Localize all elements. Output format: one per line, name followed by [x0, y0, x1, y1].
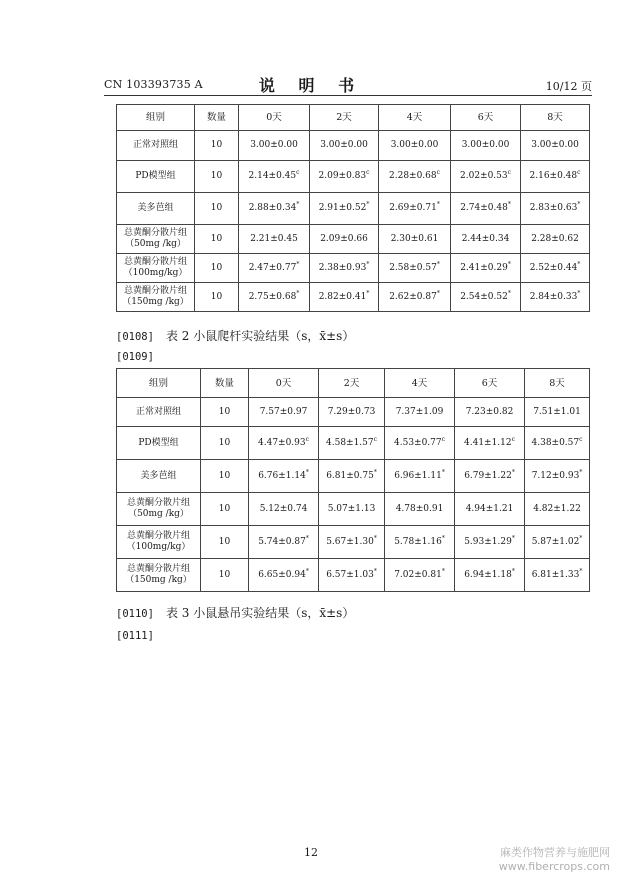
table-row — [117, 526, 590, 559]
col-header: 2天 — [310, 105, 379, 131]
group-cell: 总黄酮分散片组（100mg/kg） — [117, 254, 195, 283]
site-watermark — [499, 846, 610, 874]
value-cell: 3.00±0.00 — [310, 131, 379, 161]
value-cell: 5.67±1.30* — [319, 526, 385, 559]
col-header: 2天 — [319, 369, 385, 398]
paragraph-tag: [0110] — [116, 608, 154, 620]
group-cell: PD模型组 — [117, 427, 201, 460]
table-row — [117, 460, 590, 493]
value-cell: 2.21±0.45 — [239, 225, 310, 254]
table-row — [117, 193, 590, 225]
table-header-row — [117, 369, 590, 398]
table-header-row — [117, 105, 590, 131]
value-cell: 2.91±0.52* — [310, 193, 379, 225]
value-cell: 2.38±0.93* — [310, 254, 379, 283]
count-cell: 10 — [195, 131, 239, 161]
paragraph-tag: [0108] — [116, 331, 154, 343]
count-cell: 10 — [201, 398, 249, 427]
value-cell: 6.81±1.33* — [525, 559, 590, 592]
col-header: 6天 — [451, 105, 521, 131]
value-cell: 2.41±0.29* — [451, 254, 521, 283]
group-cell: PD模型组 — [117, 161, 195, 193]
value-cell: 5.07±1.13 — [319, 493, 385, 526]
count-cell: 10 — [195, 225, 239, 254]
value-cell: 2.52±0.44* — [521, 254, 590, 283]
value-cell: 2.75±0.68* — [239, 283, 310, 312]
count-cell: 10 — [195, 193, 239, 225]
watermark-url: www.fibercrops.com — [498, 860, 610, 873]
col-header: 0天 — [239, 105, 310, 131]
value-cell: 4.53±0.77$^c$ — [385, 427, 455, 460]
col-header: 4天 — [385, 369, 455, 398]
group-cell: 总黄酮分散片组（50mg /kg） — [117, 493, 201, 526]
count-cell: 10 — [195, 283, 239, 312]
paragraph-tag: [0111] — [116, 630, 154, 642]
value-cell: 2.69±0.71* — [379, 193, 451, 225]
value-cell: 2.88±0.34* — [239, 193, 310, 225]
group-cell: 总黄酮分散片组（50mg /kg） — [117, 225, 195, 254]
value-cell: 6.96±1.11* — [385, 460, 455, 493]
col-header: 0天 — [249, 369, 319, 398]
value-cell: 4.47±0.93$^c$ — [249, 427, 319, 460]
table-row — [117, 254, 590, 283]
value-cell: 4.58±1.57$^c$ — [319, 427, 385, 460]
value-cell: 7.12±0.93* — [525, 460, 590, 493]
value-cell: 4.82±1.22 — [525, 493, 590, 526]
table-caption: 表 2 小鼠爬杆实验结果（s，x̄±s） — [165, 329, 355, 343]
value-cell: 5.78±1.16* — [385, 526, 455, 559]
group-cell: 正常对照组 — [117, 131, 195, 161]
value-cell: 2.47±0.77* — [239, 254, 310, 283]
value-cell: 6.94±1.18* — [455, 559, 525, 592]
watermark-text: 麻类作物营养与施肥网 — [500, 846, 610, 859]
col-header: 8天 — [521, 105, 590, 131]
col-header: 数量 — [201, 369, 249, 398]
paragraph-0108 — [116, 327, 354, 344]
group-cell: 正常对照组 — [117, 398, 201, 427]
table-caption: 表 3 小鼠悬吊实验结果（s，x̄±s） — [165, 606, 355, 620]
table-row — [117, 283, 590, 312]
document-title: 说 明 书 — [258, 76, 364, 95]
group-cell: 总黄酮分散片组（100mg/kg） — [117, 526, 201, 559]
count-cell: 10 — [201, 427, 249, 460]
value-cell: 2.44±0.34 — [451, 225, 521, 254]
value-cell: 7.57±0.97 — [249, 398, 319, 427]
value-cell: 4.94±1.21 — [455, 493, 525, 526]
col-header: 数量 — [195, 105, 239, 131]
value-cell: 7.23±0.82 — [455, 398, 525, 427]
value-cell: 6.65±0.94* — [249, 559, 319, 592]
col-header: 组别 — [117, 369, 201, 398]
count-cell: 10 — [195, 254, 239, 283]
paragraph-0110 — [116, 604, 354, 621]
count-cell: 10 — [201, 493, 249, 526]
value-cell: 6.57±1.03* — [319, 559, 385, 592]
value-cell: 2.62±0.87* — [379, 283, 451, 312]
count-cell: 10 — [195, 161, 239, 193]
group-cell: 美多芭组 — [117, 460, 201, 493]
value-cell: 5.87±1.02* — [525, 526, 590, 559]
col-header: 组别 — [117, 105, 195, 131]
group-cell: 总黄酮分散片组（150mg /kg） — [117, 283, 195, 312]
value-cell: 2.28±0.68$^c$ — [379, 161, 451, 193]
count-cell: 10 — [201, 460, 249, 493]
value-cell: 2.54±0.52* — [451, 283, 521, 312]
patent-number: CN 103393735 A — [104, 78, 203, 91]
value-cell: 2.30±0.61 — [379, 225, 451, 254]
col-header: 4天 — [379, 105, 451, 131]
paragraph-tag: [0109] — [116, 351, 154, 363]
col-header: 6天 — [455, 369, 525, 398]
value-cell: 2.09±0.83$^c$ — [310, 161, 379, 193]
page-number: 12 — [304, 846, 318, 859]
value-cell: 3.00±0.00 — [379, 131, 451, 161]
table-row — [117, 398, 590, 427]
col-header: 8天 — [525, 369, 590, 398]
value-cell: 3.00±0.00 — [451, 131, 521, 161]
table-row — [117, 131, 590, 161]
value-cell: 2.82±0.41* — [310, 283, 379, 312]
paragraph-0111 — [116, 628, 166, 642]
table-row — [117, 493, 590, 526]
value-cell: 2.83±0.63* — [521, 193, 590, 225]
value-cell: 2.28±0.62 — [521, 225, 590, 254]
value-cell: 6.79±1.22* — [455, 460, 525, 493]
value-cell: 2.14±0.45$^c$ — [239, 161, 310, 193]
table-row — [117, 559, 590, 592]
count-cell: 10 — [201, 559, 249, 592]
paragraph-0109 — [116, 349, 166, 363]
header-rule — [104, 95, 592, 96]
table-row — [117, 161, 590, 193]
value-cell: 2.02±0.53$^c$ — [451, 161, 521, 193]
rod-climb-table — [116, 104, 590, 312]
value-cell: 3.00±0.00 — [521, 131, 590, 161]
hang-test-table — [116, 368, 590, 592]
value-cell: 4.38±0.57$^c$ — [525, 427, 590, 460]
group-cell: 总黄酮分散片组（150mg /kg） — [117, 559, 201, 592]
value-cell: 2.16±0.48$^c$ — [521, 161, 590, 193]
value-cell: 4.78±0.91 — [385, 493, 455, 526]
count-cell: 10 — [201, 526, 249, 559]
table-row — [117, 427, 590, 460]
value-cell: 6.76±1.14* — [249, 460, 319, 493]
value-cell: 2.74±0.48* — [451, 193, 521, 225]
value-cell: 5.74±0.87* — [249, 526, 319, 559]
group-cell: 美多芭组 — [117, 193, 195, 225]
value-cell: 6.81±0.75* — [319, 460, 385, 493]
value-cell: 5.12±0.74 — [249, 493, 319, 526]
table-row — [117, 225, 590, 254]
value-cell: 4.41±1.12$^c$ — [455, 427, 525, 460]
value-cell: 3.00±0.00 — [239, 131, 310, 161]
value-cell: 2.58±0.57* — [379, 254, 451, 283]
page-indicator: 10/12 页 — [545, 80, 592, 93]
value-cell: 2.09±0.66 — [310, 225, 379, 254]
value-cell: 7.51±1.01 — [525, 398, 590, 427]
value-cell: 7.29±0.73 — [319, 398, 385, 427]
value-cell: 7.02±0.81* — [385, 559, 455, 592]
value-cell: 7.37±1.09 — [385, 398, 455, 427]
value-cell: 2.84±0.33* — [521, 283, 590, 312]
value-cell: 5.93±1.29* — [455, 526, 525, 559]
